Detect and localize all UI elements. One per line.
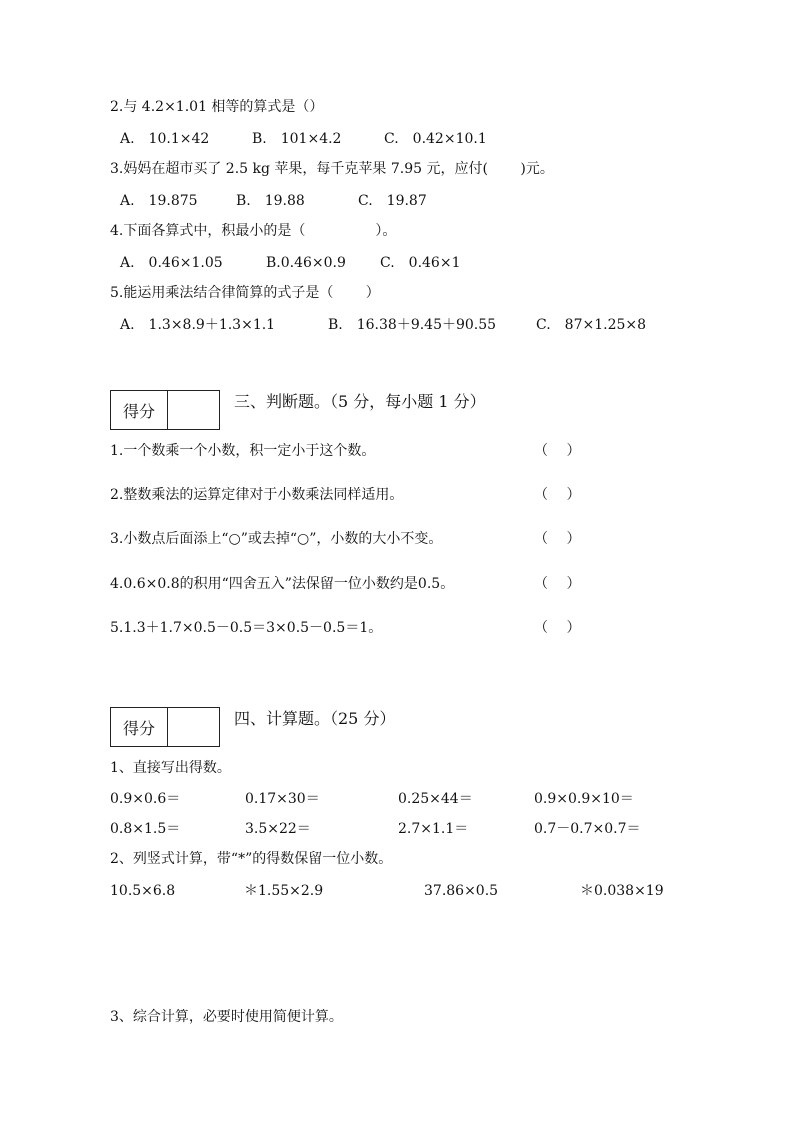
mc-q5-stem: 5.能运用乘法结合律简算的式子是（ ） <box>110 285 380 301</box>
judge-item-3: 3.小数点后面添上“○”或去掉“○”，小数的大小不变。 <box>110 531 443 547</box>
calc-r2c1: 0.8×1.5＝ <box>110 821 181 837</box>
mc-q3-option-a: A. 19.875 <box>120 193 198 209</box>
calc-r1c4: 0.9×0.9×10＝ <box>534 791 634 807</box>
section4-title: 四、计算题。（25 分） <box>234 709 396 728</box>
vertical-calc-1: 10.5×6.8 <box>110 883 176 899</box>
judge-bracket-3[interactable]: （ ） <box>534 531 581 547</box>
section3-score-blank[interactable] <box>168 391 219 429</box>
mc-q4-option-c: C. 0.46×1 <box>380 255 461 271</box>
section4-score-label: 得分 <box>111 708 168 746</box>
vertical-calc-3: 37.86×0.5 <box>424 883 499 899</box>
judge-item-5: 5.1.3＋1.7×0.5－0.5＝3×0.5－0.5＝1。 <box>110 620 383 636</box>
judge-item-4: 4.0.6×0.8的积用“四舍五入”法保留一位小数约是0.5。 <box>110 576 455 592</box>
judge-bracket-5[interactable]: （ ） <box>534 620 581 636</box>
section4-score-box <box>110 707 220 747</box>
section3-score-box <box>110 390 220 430</box>
section4-score-blank[interactable] <box>168 708 219 746</box>
judge-bracket-2[interactable]: （ ） <box>534 487 581 503</box>
judge-bracket-4[interactable]: （ ） <box>534 576 581 592</box>
mc-q3-stem: 3.妈妈在超市买了 2.5 kg 苹果，每千克苹果 7.95 元，应付( )元。 <box>110 161 554 177</box>
calc-r2c4: 0.7－0.7×0.7＝ <box>534 821 641 837</box>
mc-q3-option-c: C. 19.87 <box>358 193 427 209</box>
judge-item-2: 2.整数乘法的运算定律对于小数乘法同样适用。 <box>110 487 404 503</box>
judge-bracket-1[interactable]: （ ） <box>534 443 581 459</box>
mc-q5-option-a: A. 1.3×8.9＋1.3×1.1 <box>120 317 276 333</box>
judge-item-1: 1.一个数乘一个小数，积一定小于这个数。 <box>110 443 376 459</box>
section3-score-label: 得分 <box>111 391 168 429</box>
calc-part3-heading: 3、综合计算，必要时使用简便计算。 <box>110 1009 343 1025</box>
mc-q3-option-b: B. 19.88 <box>236 193 305 209</box>
mc-q4-option-b: B.0.46×0.9 <box>266 255 346 271</box>
calc-r1c1: 0.9×0.6＝ <box>110 791 181 807</box>
calc-part1-heading: 1、直接写出得数。 <box>110 760 231 776</box>
mc-q5-option-c: C. 87×1.25×8 <box>536 317 647 333</box>
mc-q2-option-c: C. 0.42×10.1 <box>384 131 487 147</box>
calc-r1c3: 0.25×44＝ <box>398 791 473 807</box>
section3-title: 三、判断题。（5 分，每小题 1 分） <box>234 392 486 411</box>
mc-q4-option-a: A. 0.46×1.05 <box>120 255 223 271</box>
mc-q2-option-b: B. 101×4.2 <box>252 131 342 147</box>
calc-part2-heading: 2、列竖式计算，带“*”的得数保留一位小数。 <box>110 851 393 867</box>
calc-r2c2: 3.5×22＝ <box>245 821 311 837</box>
vertical-calc-2: ＊1.55×2.9 <box>244 883 324 899</box>
mc-q4-stem: 4.下面各算式中，积最小的是（ ）。 <box>110 223 397 239</box>
mc-q2-option-a: A. 10.1×42 <box>120 131 210 147</box>
calc-r2c3: 2.7×1.1＝ <box>398 821 469 837</box>
mc-q5-option-b: B. 16.38＋9.45＋90.55 <box>328 317 497 333</box>
vertical-calc-4: ＊0.038×19 <box>580 883 664 899</box>
mc-q2-stem: 2.与 4.2×1.01 相等的算式是（） <box>110 99 324 115</box>
calc-r1c2: 0.17×30＝ <box>245 791 320 807</box>
